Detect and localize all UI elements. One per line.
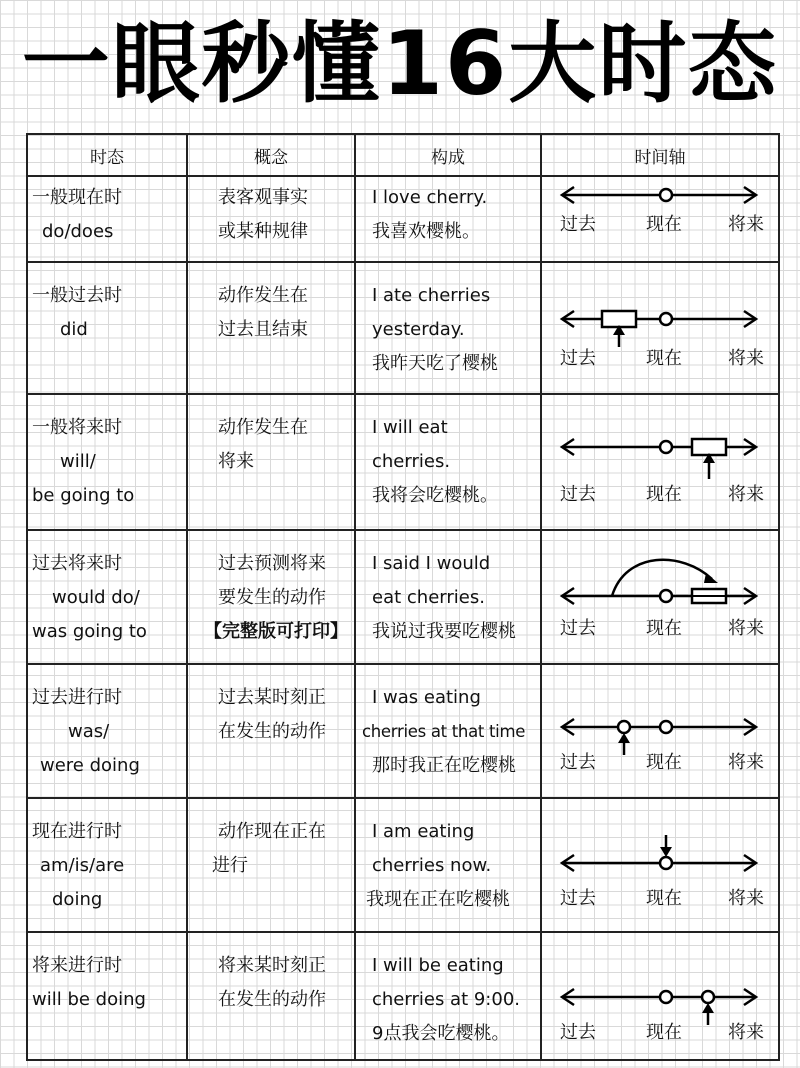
past-point bbox=[618, 721, 630, 733]
concept-cell bbox=[187, 176, 355, 262]
timeline-cell bbox=[541, 394, 779, 530]
concept-cell bbox=[187, 530, 355, 664]
timeline-cell bbox=[541, 798, 779, 932]
concept-line: 动作发生在 bbox=[218, 285, 308, 306]
form-cell bbox=[355, 262, 541, 394]
example-en: cherries at 9:00. bbox=[372, 989, 520, 1010]
tense-table bbox=[26, 133, 780, 1061]
concept-line: 在发生的动作 bbox=[218, 721, 326, 742]
example-en: I was eating bbox=[372, 687, 481, 708]
concept-cell bbox=[187, 262, 355, 394]
concept-line: 在发生的动作 bbox=[218, 989, 326, 1010]
table-row bbox=[27, 664, 779, 798]
example-en: I ate cherries bbox=[372, 285, 491, 306]
now-point bbox=[660, 313, 672, 325]
curved-arrow-head bbox=[704, 573, 718, 583]
header-timeline: 时间轴 bbox=[541, 134, 779, 176]
timeline-diagram bbox=[542, 799, 778, 931]
form-cell bbox=[355, 394, 541, 530]
concept-cell bbox=[187, 664, 355, 798]
tense-structure: do/does bbox=[42, 221, 114, 242]
tense-name: 一般现在时 bbox=[32, 187, 122, 208]
concept-line: 进行 bbox=[212, 855, 248, 876]
example-zh: 我将会吃樱桃。 bbox=[372, 485, 498, 506]
now-point bbox=[660, 857, 672, 869]
tense-cell bbox=[27, 530, 187, 664]
label-past: 过去 bbox=[560, 1022, 596, 1043]
example-en: I love cherry. bbox=[372, 187, 488, 208]
tense-structure: doing bbox=[52, 889, 103, 910]
table-row bbox=[27, 176, 779, 262]
example-zh: 9点我会吃樱桃。 bbox=[372, 1023, 510, 1044]
now-point bbox=[660, 991, 672, 1003]
label-now: 现在 bbox=[646, 752, 682, 773]
now-point bbox=[660, 590, 672, 602]
example-zh: 我说过我要吃樱桃 bbox=[372, 621, 516, 642]
label-now: 现在 bbox=[646, 348, 682, 369]
page-title: 一眼秒懂16大时态 bbox=[21, 12, 779, 115]
tense-cell bbox=[27, 798, 187, 932]
tense-name: 现在进行时 bbox=[32, 821, 122, 842]
form-cell bbox=[355, 932, 541, 1060]
example-en: yesterday. bbox=[372, 319, 465, 340]
tense-structure: would do/ bbox=[52, 587, 140, 608]
label-now: 现在 bbox=[646, 618, 682, 639]
label-past: 过去 bbox=[560, 484, 596, 505]
header-row bbox=[27, 134, 779, 176]
timeline-cell bbox=[541, 176, 779, 262]
example-zh: 我现在正在吃樱桃 bbox=[366, 889, 510, 910]
table-row bbox=[27, 798, 779, 932]
label-now: 现在 bbox=[646, 484, 682, 505]
concept-line: 过去某时刻正 bbox=[218, 687, 326, 708]
tense-cell bbox=[27, 262, 187, 394]
table-row bbox=[27, 262, 779, 394]
concept-cell bbox=[187, 932, 355, 1060]
example-en: cherries. bbox=[372, 451, 451, 472]
tense-name: 将来进行时 bbox=[32, 955, 122, 976]
form-cell bbox=[355, 176, 541, 262]
example-en: I will eat bbox=[372, 417, 448, 438]
label-now: 现在 bbox=[646, 1022, 682, 1043]
tense-cell bbox=[27, 932, 187, 1060]
table-row bbox=[27, 530, 779, 664]
tense-structure: did bbox=[60, 319, 88, 340]
example-en: I said I would bbox=[372, 553, 491, 574]
timeline-diagram bbox=[542, 531, 778, 663]
pointer-arrow-head bbox=[618, 733, 630, 743]
example-en: I will be eating bbox=[372, 955, 504, 976]
label-future: 将来 bbox=[728, 1022, 764, 1043]
example-en: I am eating bbox=[372, 821, 475, 842]
label-future: 将来 bbox=[728, 348, 764, 369]
label-future: 将来 bbox=[728, 618, 764, 639]
tense-structure: was going to bbox=[32, 621, 147, 642]
concept-line: 或某种规律 bbox=[218, 221, 308, 242]
pointer-arrow-head bbox=[702, 1003, 714, 1013]
form-cell bbox=[355, 530, 541, 664]
header-form: 构成 bbox=[355, 134, 541, 176]
concept-line: 动作发生在 bbox=[218, 417, 308, 438]
concept-cell bbox=[187, 798, 355, 932]
concept-line: 要发生的动作 bbox=[218, 587, 326, 608]
event-box bbox=[692, 439, 726, 455]
header-tense: 时态 bbox=[27, 134, 187, 176]
tense-structure: will be doing bbox=[32, 989, 146, 1010]
future-point bbox=[702, 991, 714, 1003]
concept-line: 过去预测将来 bbox=[218, 553, 326, 574]
event-box bbox=[602, 311, 636, 327]
label-future: 将来 bbox=[728, 214, 764, 235]
example-en: eat cherries. bbox=[372, 587, 485, 608]
timeline-cell bbox=[541, 664, 779, 798]
label-past: 过去 bbox=[560, 618, 596, 639]
example-zh: 那时我正在吃樱桃 bbox=[372, 755, 516, 776]
label-past: 过去 bbox=[560, 214, 596, 235]
concept-line: 将来某时刻正 bbox=[218, 955, 326, 976]
example-zh: 我喜欢樱桃。 bbox=[372, 221, 480, 242]
tense-structure: were doing bbox=[40, 755, 140, 776]
tense-cell bbox=[27, 176, 187, 262]
label-future: 将来 bbox=[728, 752, 764, 773]
label-past: 过去 bbox=[560, 348, 596, 369]
timeline-cell bbox=[541, 932, 779, 1060]
example-en: cherries now. bbox=[372, 855, 492, 876]
tense-name: 过去将来时 bbox=[32, 553, 122, 574]
tense-name: 一般将来时 bbox=[32, 417, 122, 438]
timeline-diagram bbox=[542, 263, 778, 393]
tense-structure: am/is/are bbox=[40, 855, 125, 876]
print-note: 【完整版可打印】 bbox=[204, 621, 348, 642]
example-en: cherries at that time bbox=[362, 722, 526, 741]
now-point bbox=[660, 721, 672, 733]
label-now: 现在 bbox=[646, 888, 682, 909]
label-future: 将来 bbox=[728, 888, 764, 909]
form-cell bbox=[355, 798, 541, 932]
tense-structure: be going to bbox=[32, 485, 135, 506]
example-zh: 我昨天吃了樱桃 bbox=[372, 353, 498, 374]
tense-name: 一般过去时 bbox=[32, 285, 122, 306]
timeline-cell bbox=[541, 530, 779, 664]
table-row bbox=[27, 932, 779, 1060]
tense-cell bbox=[27, 394, 187, 530]
concept-line: 表客观事实 bbox=[218, 187, 308, 208]
label-now: 现在 bbox=[646, 214, 682, 235]
concept-line: 动作现在正在 bbox=[218, 821, 326, 842]
concept-line: 将来 bbox=[218, 451, 254, 472]
label-future: 将来 bbox=[728, 484, 764, 505]
label-past: 过去 bbox=[560, 752, 596, 773]
timeline-diagram bbox=[542, 665, 778, 797]
header-concept: 概念 bbox=[187, 134, 355, 176]
pointer-arrow-head bbox=[660, 847, 672, 857]
form-cell bbox=[355, 664, 541, 798]
now-point bbox=[660, 189, 672, 201]
timeline-diagram bbox=[542, 395, 778, 529]
tense-structure: was/ bbox=[68, 721, 110, 742]
concept-cell bbox=[187, 394, 355, 530]
concept-line: 过去且结束 bbox=[218, 319, 308, 340]
tense-name: 过去进行时 bbox=[32, 687, 122, 708]
now-point bbox=[660, 441, 672, 453]
table-row bbox=[27, 394, 779, 530]
tense-structure: will/ bbox=[60, 451, 96, 472]
tense-cell bbox=[27, 664, 187, 798]
label-past: 过去 bbox=[560, 888, 596, 909]
timeline-cell bbox=[541, 262, 779, 394]
